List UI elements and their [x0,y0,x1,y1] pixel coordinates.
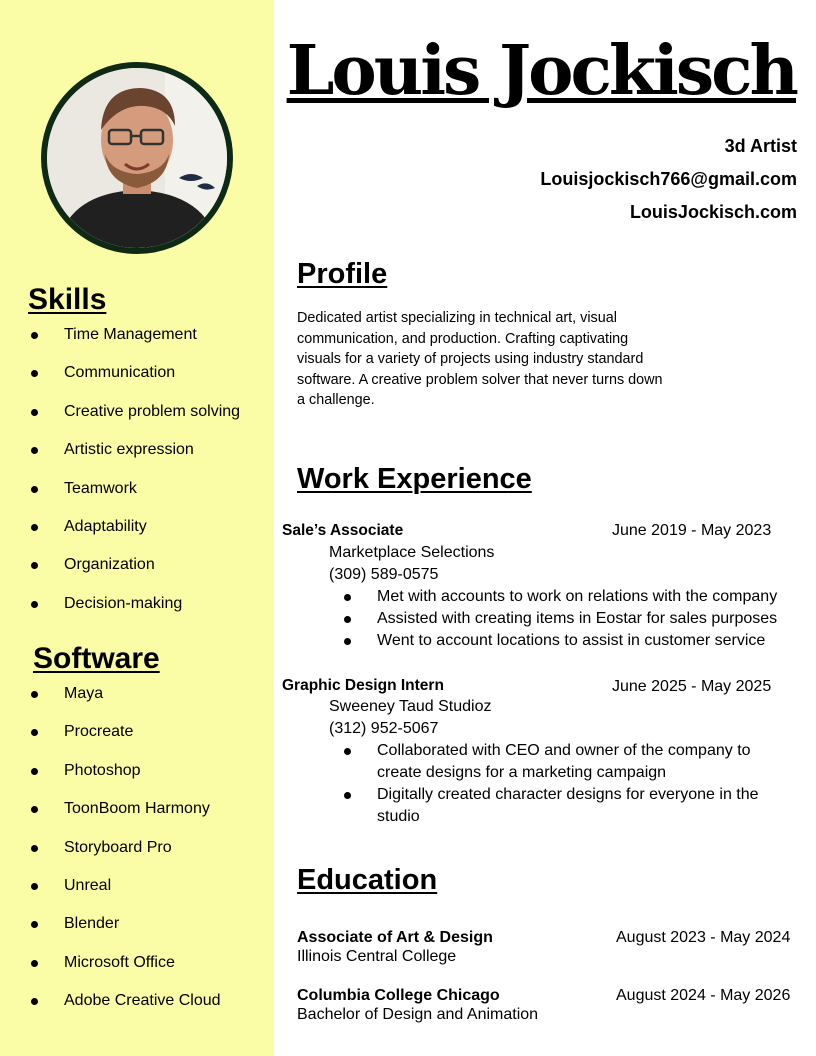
education-title: Associate of Art & Design [297,929,493,946]
sidebar [0,0,274,1056]
email-link[interactable]: Louisjockisch766@gmail.com [540,169,797,189]
list-item: Teamwork [0,479,240,517]
profile-text: Dedicated artist specializing in technical art, visual communication, and production. Crafting captivating visuals for a variety of projects using industry standard software. A creative problem solver that never turns down a challenge. [297,310,663,409]
list-item: Communication [0,363,240,401]
list-item: Digitally created character designs for everyone in the studio [329,784,769,828]
list-item: Collaborated with CEO and owner of the company to create designs for a marketing campaign [329,740,769,784]
website-link[interactable]: LouisJockisch.com [629,202,797,222]
profile-photo [41,62,233,254]
list-item: Artistic expression [0,440,240,478]
skills-heading: Skills [28,283,107,316]
job-company: Sweeney Taud Studioz [329,698,492,715]
list-item: Procreate [0,722,221,760]
education-subtitle: Illinois Central College [297,948,457,965]
software-list [0,684,221,1030]
job-dates: June 2025 - May 2025 [612,678,772,695]
education-dates: August 2023 - May 2024 [616,929,791,946]
list-item: Met with accounts to work on relations with the company [329,586,799,608]
job-duties [329,740,769,828]
education-heading: Education [297,864,438,896]
job-phone: (309) 589-0575 [329,566,439,583]
list-item: Organization [0,555,240,593]
list-item: Adaptability [0,517,240,555]
job-title: Graphic Design Intern [282,677,444,694]
work-experience-heading: Work Experience [297,463,532,495]
software-heading: Software [33,642,160,675]
list-item: Blender [0,914,221,952]
skills-list [0,325,240,632]
list-item: Creative problem solving [0,402,240,440]
list-item: Went to account locations to assist in customer service [329,630,799,652]
list-item: Microsoft Office [0,953,221,991]
job-title: Sale’s Associate [282,522,404,539]
list-item: Unreal [0,876,221,914]
job-company: Marketplace Selections [329,544,495,561]
education-subtitle: Bachelor of Design and Animation [297,1006,539,1023]
job-duties [329,586,799,652]
page-title: Louis Jockisch [286,31,796,111]
list-item: Decision-making [0,594,240,632]
role-text: 3d Artist [724,136,797,156]
education-dates: August 2024 - May 2026 [616,987,791,1004]
list-item: Storyboard Pro [0,838,221,876]
job-dates: June 2019 - May 2023 [612,522,772,539]
person-portrait-icon [47,68,227,248]
list-item: Time Management [0,325,240,363]
list-item: Maya [0,684,221,722]
list-item: Adobe Creative Cloud [0,991,221,1029]
profile-heading: Profile [297,258,388,290]
job-phone: (312) 952-5067 [329,720,439,737]
list-item: Assisted with creating items in Eostar for sales purposes [329,608,799,630]
list-item: ToonBoom Harmony [0,799,221,837]
education-title: Columbia College Chicago [297,987,500,1004]
list-item: Photoshop [0,761,221,799]
